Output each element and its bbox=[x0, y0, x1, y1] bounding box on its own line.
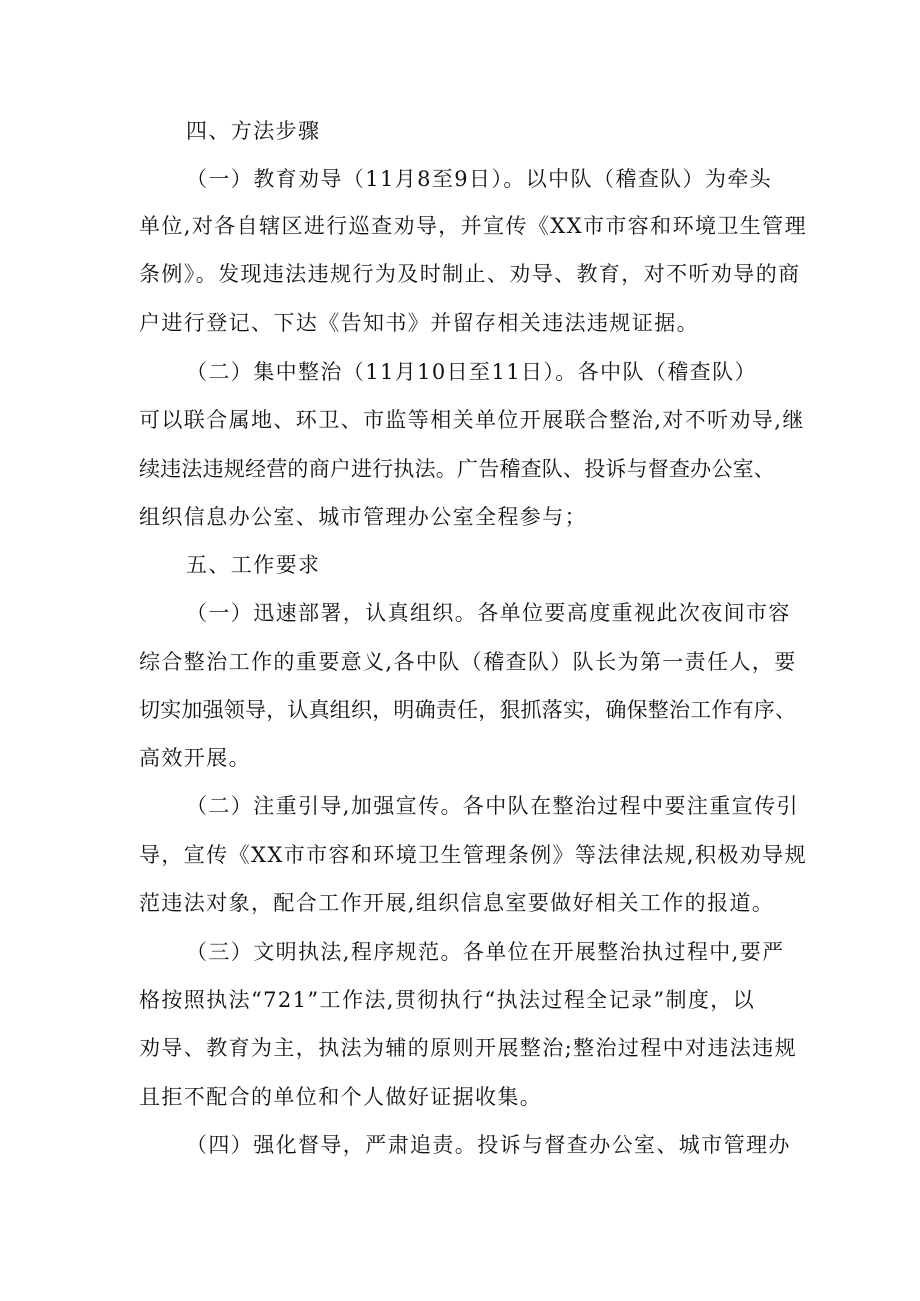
paragraph-line: 续违法违规经营的商户进行执法。广告稽查队、投诉与督查办公室、 bbox=[139, 457, 775, 481]
paragraph-line: 组织信息办公室、城市管理办公室全程参与； bbox=[139, 505, 587, 529]
paragraph-line: 劝导、教育为主，执法为辅的原则开展整治;整治过程中对违法违规 bbox=[139, 1036, 798, 1060]
paragraph-line: （四）强化督导，严肃追责。投诉与督查办公室、城市管理办 bbox=[186, 1133, 791, 1157]
paragraph-line: 可以联合属地、环卫、市监等相关单位开展联合整治,对不听劝导,继 bbox=[139, 408, 805, 432]
paragraph-line: 格按照执法“721”工作法,贯彻执行“执法过程全记录”制度，以 bbox=[139, 988, 756, 1012]
paragraph-line: 导，宣传《XX市市容和环境卫生管理条例》等法律法规,积极劝导规 bbox=[139, 843, 807, 867]
paragraph-line: （三）文明执法,程序规范。各单位在开展整治执过程中,要严 bbox=[186, 940, 785, 964]
paragraph-line: （二）集中整治（11月10日至11日）。各中队（稽查队） bbox=[186, 360, 757, 384]
paragraph-line: 单位,对各自辖区进行巡查劝导，并宣传《XX市市容和环境卫生管理 bbox=[139, 214, 807, 238]
section-heading-methods: 四、方法步骤 bbox=[186, 119, 321, 143]
paragraph-line: 切实加强领导，认真组织，明确责任，狠抓落实，确保整治工作有序、 bbox=[139, 698, 797, 722]
paragraph-line: 高效开展。 bbox=[139, 746, 251, 770]
paragraph-line: （一）迅速部署，认真组织。各单位要高度重视此次夜间市容 bbox=[186, 601, 791, 625]
section-heading-requirements: 五、工作要求 bbox=[186, 553, 321, 577]
paragraph-line: 综合整治工作的重要意义,各中队（稽查队）队长为第一责任人，要 bbox=[139, 650, 797, 674]
paragraph-line: 户进行登记、下达《告知书》并留存相关违法违规证据。 bbox=[139, 311, 699, 335]
paragraph-line: 且拒不配合的单位和个人做好证据收集。 bbox=[139, 1085, 543, 1109]
paragraph-line: （二）注重引导,加强宣传。各中队在整治过程中要注重宣传引 bbox=[186, 794, 799, 818]
paragraph-line: （一）教育劝导（11月8至9日）。以中队（稽查队）为牵头 bbox=[186, 167, 773, 191]
paragraph-line: 范违法对象，配合工作开展,组织信息室要做好相关工作的报道。 bbox=[139, 891, 775, 915]
paragraph-line: 条例》。发现违法违规行为及时制止、劝导、教育，对不听劝导的商 bbox=[139, 262, 801, 286]
